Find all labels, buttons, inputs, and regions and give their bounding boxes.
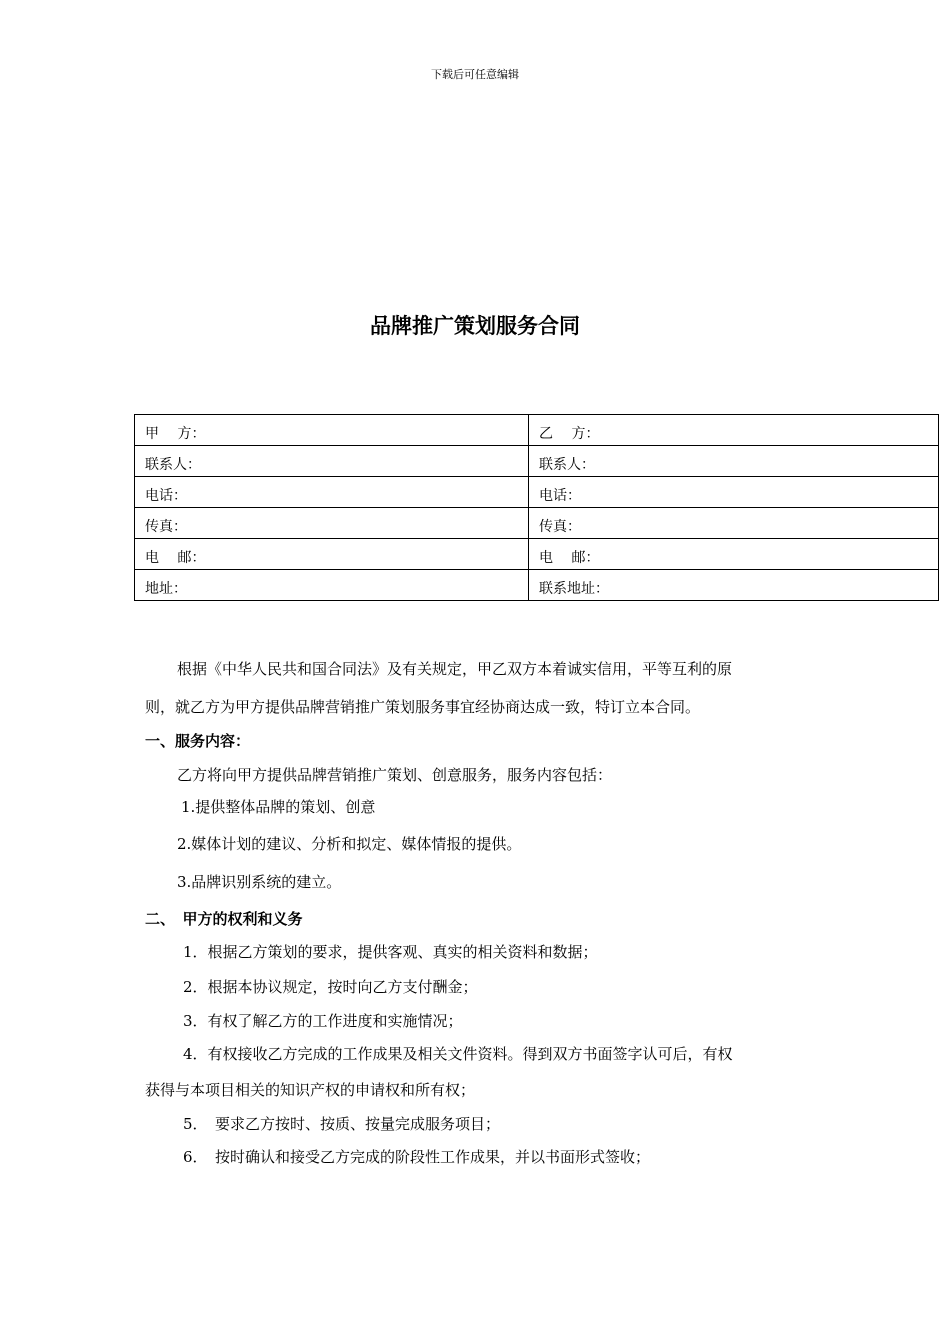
section-2-item: 3．有权了解乙方的工作进度和实施情况； xyxy=(183,1012,463,1030)
party-a-contact-cell: 联系人： xyxy=(135,446,529,477)
party-a-address-cell: 地址： xyxy=(135,570,529,601)
section-2-item: 5． 要求乙方按时、按质、按量完成服务项目； xyxy=(183,1115,501,1133)
table-row xyxy=(135,539,939,570)
party-a-phone-cell: 电话： xyxy=(135,477,529,508)
party-a-name-cell: 甲 方： xyxy=(135,415,529,446)
party-b-contact-cell: 联系人： xyxy=(529,446,939,477)
party-b-fax-cell: 传真： xyxy=(529,508,939,539)
table-row xyxy=(135,508,939,539)
section-2-item: 6． 按时确认和接受乙方完成的阶段性工作成果，并以书面形式签收； xyxy=(183,1148,651,1166)
section-1-item: 3.品牌识别系统的建立。 xyxy=(177,873,342,891)
party-a-fax-cell: 传真： xyxy=(135,508,529,539)
header-note: 下载后可任意编辑 xyxy=(431,68,519,81)
section-1-intro: 乙方将向甲方提供品牌营销推广策划、创意服务，服务内容包括： xyxy=(177,766,613,784)
section-1-item: 2.媒体计划的建议、分析和拟定、媒体情报的提供。 xyxy=(177,835,522,853)
table-row xyxy=(135,415,939,446)
table-row xyxy=(135,446,939,477)
table-row xyxy=(135,570,939,601)
party-b-name-cell: 乙 方： xyxy=(529,415,939,446)
section-2-heading: 二、 甲方的权利和义务 xyxy=(145,910,303,928)
party-b-email-cell: 电 邮： xyxy=(529,539,939,570)
party-b-address-cell: 联系地址： xyxy=(529,570,939,601)
section-2-item: 1．根据乙方策划的要求，提供客观、真实的相关资料和数据； xyxy=(183,943,598,961)
party-info-table xyxy=(134,414,939,601)
section-2-item: 2．根据本协议规定，按时向乙方支付酬金； xyxy=(183,978,478,996)
section-1-item: 1.提供整体品牌的策划、创意 xyxy=(181,798,376,816)
intro-paragraph-line-1: 根据《中华人民共和国合同法》及有关规定，甲乙双方本着诚实信用，平等互利的原 xyxy=(177,660,733,678)
section-1-heading: 一、服务内容： xyxy=(145,732,251,750)
party-a-email-cell: 电 邮： xyxy=(135,539,529,570)
intro-paragraph-line-2: 则，就乙方为甲方提供品牌营销推广策划服务事宜经协商达成一致，特订立本合同。 xyxy=(145,698,701,716)
party-b-phone-cell: 电话： xyxy=(529,477,939,508)
section-2-item: 4．有权接收乙方完成的工作成果及相关文件资料。得到双方书面签字认可后，有权 xyxy=(183,1045,733,1063)
document-title: 品牌推广策划服务合同 xyxy=(370,314,580,338)
table-row xyxy=(135,477,939,508)
section-2-item-continuation: 获得与本项目相关的知识产权的申请权和所有权； xyxy=(145,1081,476,1099)
